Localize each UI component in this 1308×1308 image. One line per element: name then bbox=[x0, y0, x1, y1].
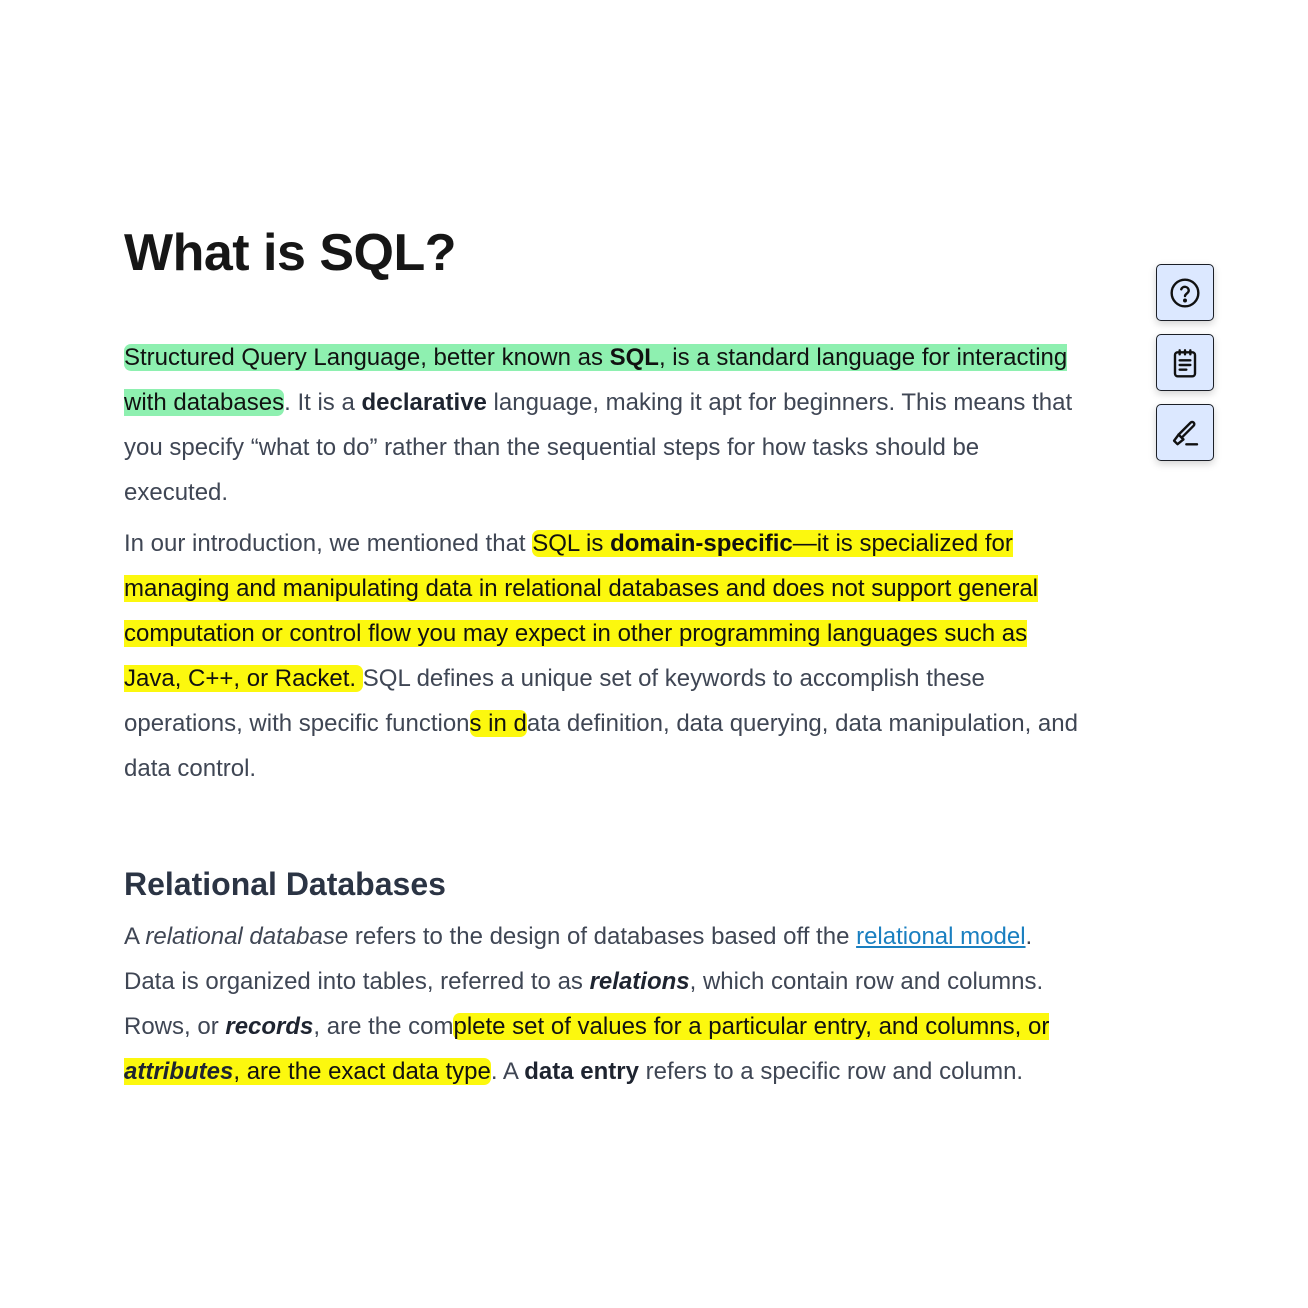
text-segment: ata definition, data querying, data manipulation, and data control. bbox=[124, 710, 1078, 782]
text-segment: —it is specialized for managing and manipulating data in relational databases and does not support general computation or control flow you may expect in other programming languages such as Java, C++, or Racket. bbox=[124, 530, 1038, 692]
text-segment: . A bbox=[490, 1058, 525, 1085]
term-relations: relations bbox=[589, 968, 690, 995]
italic-term-relational-database: relational database bbox=[145, 923, 349, 950]
text-segment: refers to the design of databases based off the bbox=[348, 923, 857, 950]
text-segment: , is a standard language for interacting with databases bbox=[124, 344, 1068, 416]
floating-toolbar bbox=[1156, 264, 1216, 474]
bold-term-sql: SQL bbox=[609, 344, 659, 371]
paragraph-domain-specific bbox=[124, 521, 1084, 791]
bold-term-domain-specific: domain-specific bbox=[610, 530, 793, 557]
bold-term-data-entry: data entry bbox=[524, 1058, 639, 1085]
text-segment: , are the exact data type bbox=[233, 1058, 491, 1085]
highlighter-icon bbox=[1169, 417, 1201, 449]
notes-icon bbox=[1169, 347, 1201, 379]
text-segment: SQL is bbox=[532, 530, 611, 557]
notes-button[interactable] bbox=[1156, 334, 1214, 391]
bold-term-declarative: declarative bbox=[361, 389, 487, 416]
text-segment: plete set of values for a particular entry, and columns, or bbox=[453, 1013, 1050, 1040]
yellow-highlight[interactable]: s in d bbox=[469, 710, 527, 737]
help-button[interactable] bbox=[1156, 264, 1214, 321]
paragraph-relational-databases bbox=[124, 914, 1084, 1094]
text-segment: . Data is organized into tables, referred to as bbox=[124, 923, 1033, 995]
paragraph-sql-definition bbox=[124, 335, 1084, 515]
article bbox=[124, 218, 1084, 1094]
text-segment: Structured Query Language, better known as bbox=[124, 344, 610, 371]
text-segment: . It is a bbox=[284, 389, 362, 416]
text-segment: , are the com bbox=[313, 1013, 454, 1040]
text-segment: A bbox=[124, 923, 146, 950]
text-segment: In our introduction, we mentioned that bbox=[124, 530, 533, 557]
section-title: Relational Databases bbox=[124, 866, 446, 902]
text-segment: refers to a specific row and column. bbox=[638, 1058, 1024, 1085]
page-title: What is SQL? bbox=[124, 224, 456, 282]
relational-model-link[interactable]: relational model bbox=[856, 923, 1026, 950]
help-icon bbox=[1169, 277, 1201, 309]
text-segment: language, making it apt for beginners. This means that you specify “what to do” rather than the sequential steps for how tasks should be executed. bbox=[124, 389, 1073, 506]
term-attributes: attributes bbox=[124, 1058, 234, 1085]
text-segment: , which contain row and columns. Rows, or bbox=[124, 968, 1044, 1040]
term-records: records bbox=[225, 1013, 314, 1040]
text-segment: SQL defines a unique set of keywords to accomplish these operations, with specific function bbox=[124, 665, 985, 737]
highlighter-button[interactable] bbox=[1156, 404, 1214, 461]
